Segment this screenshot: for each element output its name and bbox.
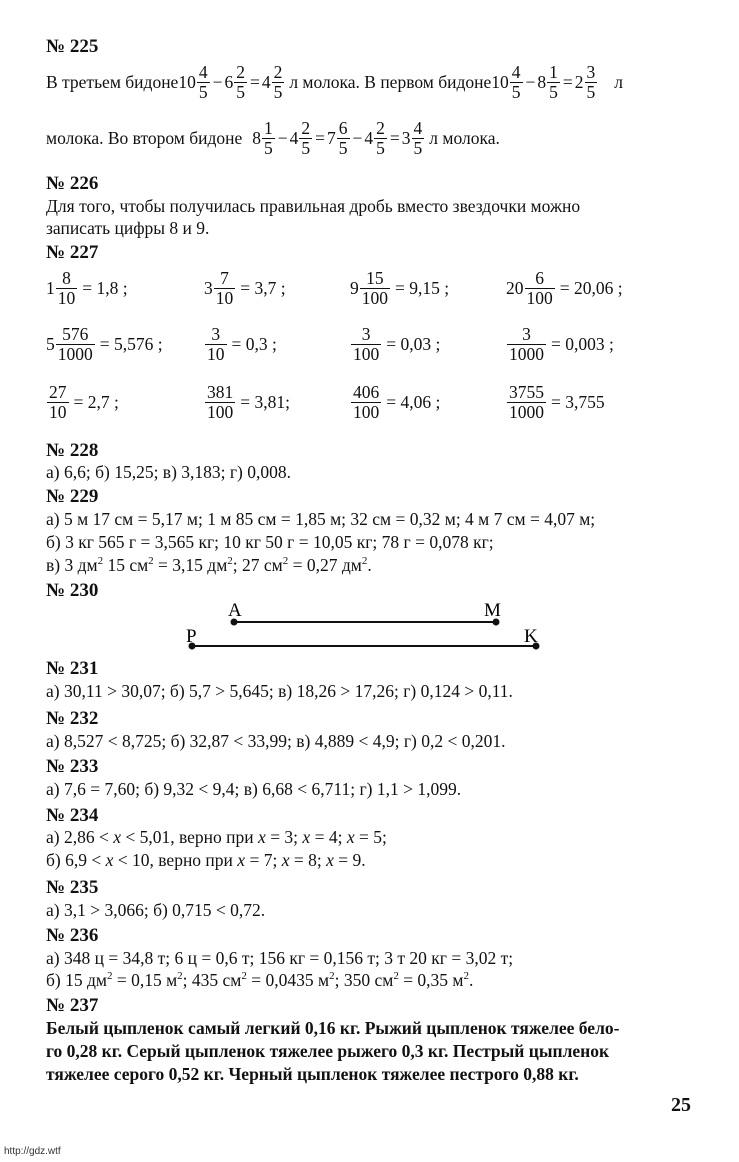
mixed-number	[491, 64, 523, 101]
fraction	[507, 384, 546, 421]
whole-part: 8	[252, 128, 262, 148]
fraction	[56, 270, 78, 307]
fraction-conversion	[350, 270, 449, 307]
text: В третьем бидоне	[46, 72, 179, 92]
problem-234-title: № 234	[46, 805, 99, 826]
variable: x	[281, 850, 290, 870]
text: а) 2,86 <	[46, 827, 114, 847]
text: л	[614, 72, 623, 92]
problem-228-line-1: а) 6,6; б) 15,25; в) 3,183; г) 0,008.	[46, 462, 292, 482]
numerator: 3	[211, 324, 221, 344]
problem-225-line-1	[46, 64, 623, 101]
superscript: 2	[148, 555, 154, 568]
text: = 7;	[245, 850, 282, 870]
fraction-conversion	[46, 270, 128, 307]
text: < 5,01, верно при	[121, 827, 259, 847]
text: = 4;	[310, 827, 347, 847]
fraction	[507, 326, 546, 363]
operator: =	[315, 128, 326, 148]
problem-233-title: № 233	[46, 756, 99, 777]
fraction-conversion	[506, 326, 614, 363]
mixed-number	[506, 270, 556, 307]
mixed-number	[204, 270, 236, 307]
whole-part: 1	[46, 278, 55, 298]
decimal-result: = 3,7 ;	[240, 278, 286, 298]
whole-part: 4	[261, 72, 271, 92]
numerator: 3	[361, 324, 371, 344]
denominator: 10	[207, 343, 225, 364]
problem-236-title: № 236	[46, 925, 99, 946]
fraction-conversion	[46, 326, 163, 363]
denominator: 10	[49, 401, 67, 422]
fraction-conversion	[506, 270, 623, 307]
fraction	[510, 64, 523, 101]
text: = 8;	[289, 850, 327, 870]
fraction	[214, 270, 236, 307]
problem-230-title: № 230	[46, 580, 99, 601]
mixed-number	[224, 64, 248, 101]
variable: x	[326, 850, 334, 870]
label-m: M	[484, 600, 501, 621]
mixed-number	[350, 384, 382, 421]
fraction-conversion	[350, 384, 440, 421]
superscript: 2	[463, 970, 470, 983]
problem-226-line-2: записать цифры 8 и 9.	[46, 218, 210, 238]
mixed-number	[178, 64, 210, 101]
numerator: 1	[549, 62, 558, 82]
label-p: P	[186, 626, 197, 647]
superscript: 2	[97, 555, 104, 568]
mixed-number	[537, 64, 561, 101]
footer-url[interactable]: http://gdz.wtf	[4, 1146, 61, 1157]
fraction	[234, 64, 247, 101]
mixed-number	[402, 120, 426, 157]
text: = 0,27 дм	[288, 555, 362, 575]
mixed-number	[46, 270, 78, 307]
numerator: 2	[273, 62, 283, 82]
decimal-result: = 0,03 ;	[386, 334, 441, 354]
fraction	[374, 120, 387, 157]
text: = 5;	[354, 827, 387, 847]
decimal-result: = 2,7 ;	[73, 392, 119, 412]
whole-part: 6	[224, 72, 234, 92]
whole-part: 10	[491, 72, 509, 92]
denominator: 1000	[509, 401, 544, 422]
problem-225-line-2	[46, 120, 500, 157]
text: .	[367, 555, 372, 575]
fraction	[262, 120, 275, 157]
mixed-number	[350, 326, 382, 363]
whole-part: 3	[401, 128, 411, 148]
denominator: 5	[198, 81, 208, 102]
problem-232-line-1: а) 8,527 < 8,725; б) 32,87 < 33,99; в) 4,889 < 4,9; г) 0,2 < 0,201.	[46, 731, 506, 751]
fraction	[360, 270, 390, 307]
whole-part: 5	[46, 334, 55, 354]
text: = 9.	[333, 850, 366, 870]
whole-part: 9	[350, 278, 359, 298]
mixed-number	[46, 384, 70, 421]
whole-part: 2	[574, 72, 584, 92]
problem-231-line-1: а) 30,11 > 30,07; б) 5,7 > 5,645; в) 18,26 > 17,26; г) 0,124 > 0,11.	[46, 681, 513, 701]
superscript: 2	[241, 970, 247, 983]
problem-225-title: № 225	[46, 36, 99, 57]
denominator: 5	[413, 137, 423, 158]
numerator: 7	[220, 268, 229, 288]
whole-part: 10	[178, 72, 196, 92]
text: молока. Во втором бидоне	[46, 128, 243, 148]
denominator: 5	[376, 137, 385, 158]
mixed-number	[506, 384, 547, 421]
text: ; 350 см	[334, 970, 394, 990]
fraction	[299, 120, 312, 157]
text: б) 6,9 <	[46, 850, 106, 870]
fraction	[337, 120, 350, 157]
decimal-result: = 3,81;	[240, 392, 290, 412]
problem-229-title: № 229	[46, 486, 99, 507]
decimal-result: = 5,576 ;	[99, 334, 163, 354]
variable: x	[346, 827, 355, 847]
denominator: 100	[353, 401, 380, 422]
numerator: 3	[522, 324, 531, 344]
denominator: 100	[361, 287, 388, 308]
fraction	[197, 64, 210, 101]
problem-231-title: № 231	[46, 658, 99, 679]
whole-part: 7	[327, 128, 336, 148]
denominator: 5	[273, 81, 283, 102]
problem-235-line-1: а) 3,1 > 3,066; б) 0,715 < 0,72.	[46, 900, 266, 920]
expression	[491, 64, 598, 101]
numerator: 406	[353, 382, 380, 402]
decimal-result: = 9,15 ;	[395, 278, 450, 298]
problem-226-line-1: Для того, чтобы получилась правильная дробь вместо звездочки можно	[46, 196, 581, 216]
segments-diagram	[180, 596, 560, 658]
superscript: 2	[393, 970, 399, 983]
numerator: 4	[413, 118, 423, 138]
fraction	[585, 64, 598, 101]
superscript: 2	[329, 970, 335, 983]
operator: =	[562, 72, 573, 92]
variable: x	[113, 827, 121, 847]
numerator: 4	[198, 62, 208, 82]
whole-part: 4	[364, 128, 374, 148]
problem-234-line-1	[46, 827, 387, 848]
variable: x	[237, 850, 246, 870]
variable: x	[258, 827, 266, 847]
variable: x	[302, 827, 311, 847]
operator: −	[352, 128, 363, 148]
decimal-result: = 4,06 ;	[386, 392, 441, 412]
text: в) 3 дм	[46, 555, 98, 575]
numerator: 27	[49, 382, 67, 402]
denominator: 100	[526, 287, 553, 308]
text: = 3;	[265, 827, 303, 847]
whole-part: 8	[537, 72, 547, 92]
text: .	[469, 970, 474, 990]
text: ; 435 см	[182, 970, 242, 990]
problem-229-line-3	[46, 555, 372, 576]
numerator: 381	[207, 382, 234, 402]
whole-part: 20	[506, 278, 524, 298]
numerator: 6	[535, 268, 544, 288]
problem-235-title: № 235	[46, 877, 99, 898]
text: л молока.	[429, 128, 500, 148]
whole-part: 4	[289, 128, 299, 148]
numerator: 2	[301, 118, 311, 138]
denominator: 5	[511, 81, 521, 102]
denominator: 10	[215, 287, 234, 308]
fraction	[547, 64, 560, 101]
fraction	[351, 384, 381, 421]
numerator: 576	[62, 324, 89, 344]
mixed-number	[204, 326, 228, 363]
decimal-result: = 0,3 ;	[231, 334, 277, 354]
mixed-number	[506, 326, 547, 363]
operator: −	[525, 72, 536, 92]
fraction-conversion	[204, 270, 286, 307]
text: л молока. В первом бидоне	[289, 72, 492, 92]
text: = 0,0435 м	[246, 970, 330, 990]
operator: −	[277, 128, 288, 148]
mixed-number	[350, 270, 391, 307]
fraction	[272, 64, 285, 101]
fraction	[56, 326, 95, 363]
problem-232-title: № 232	[46, 708, 99, 729]
problem-237-line-1: Белый цыпленок самый легкий 0,16 кг. Рыжий цыпленок тяжелее бело-	[46, 1018, 620, 1038]
mixed-number	[327, 120, 351, 157]
mixed-number	[46, 326, 96, 363]
problem-228-title: № 228	[46, 440, 99, 461]
text: = 0,35 м	[398, 970, 464, 990]
text: б) 15 дм	[46, 970, 107, 990]
whole-part: 3	[204, 278, 213, 298]
mixed-number	[364, 120, 388, 157]
problem-236-line-1: а) 348 ц = 34,8 т; 6 ц = 0,6 т; 156 кг = 0,156 т; 3 т 20 кг = 3,02 т;	[46, 948, 514, 968]
problem-229-line-2: б) 3 кг 565 г = 3,565 кг; 10 кг 50 г = 10,05 кг; 78 г = 0,078 кг;	[46, 532, 494, 552]
page-number: 25	[671, 1094, 691, 1116]
problem-237-title: № 237	[46, 995, 99, 1016]
mixed-number	[262, 64, 286, 101]
fraction-conversion	[506, 384, 605, 421]
superscript: 2	[282, 555, 289, 568]
superscript: 2	[106, 970, 113, 983]
expression	[178, 64, 285, 101]
fraction	[205, 326, 227, 363]
superscript: 2	[177, 970, 183, 983]
denominator: 5	[338, 137, 348, 158]
denominator: 5	[236, 81, 245, 102]
problem-233-line-1: а) 7,6 = 7,60; б) 9,32 < 9,4; в) 6,68 < 6,711; г) 1,1 > 1,099.	[46, 779, 462, 799]
numerator: 8	[62, 268, 71, 288]
operator: =	[249, 72, 260, 92]
numerator: 2	[236, 62, 245, 82]
text: < 10, верно при	[113, 850, 238, 870]
label-a: A	[228, 600, 242, 621]
mixed-number	[252, 120, 276, 157]
text: ; 27 см	[232, 555, 283, 575]
fraction	[525, 270, 555, 307]
fraction-conversion	[204, 326, 277, 363]
numerator: 1	[264, 118, 273, 138]
fraction-conversion	[350, 326, 440, 363]
denominator: 100	[353, 343, 380, 364]
denominator: 1000	[509, 343, 544, 364]
denominator: 5	[264, 137, 273, 158]
denominator: 100	[207, 401, 234, 422]
denominator: 5	[549, 81, 558, 102]
label-k: K	[524, 626, 538, 647]
problem-226-title: № 226	[46, 173, 99, 194]
fraction	[47, 384, 69, 421]
fraction	[351, 326, 381, 363]
problem-237-line-2: го 0,28 кг. Серый цыпленок тяжелее рыжего 0,3 кг. Пестрый цыпленок	[46, 1041, 610, 1061]
denominator: 10	[57, 287, 76, 308]
text: 15 см	[103, 555, 149, 575]
numerator: 3	[586, 62, 596, 82]
decimal-result: = 3,755	[551, 392, 605, 412]
problem-237-line-3: тяжелее серого 0,52 кг. Черный цыпленок тяжелее пестрого 0,88 кг.	[46, 1064, 579, 1084]
problem-229-line-1: а) 5 м 17 см = 5,17 м; 1 м 85 см = 1,85 м; 32 см = 0,32 м; 4 м 7 см = 4,07 м;	[46, 509, 596, 529]
text: = 0,15 м	[112, 970, 178, 990]
expression	[252, 120, 425, 157]
decimal-result: = 0,003 ;	[551, 334, 614, 354]
numerator: 6	[338, 118, 348, 138]
denominator: 5	[586, 81, 596, 102]
numerator: 4	[511, 62, 521, 82]
numerator: 3755	[509, 382, 544, 402]
denominator: 5	[301, 137, 311, 158]
variable: x	[105, 850, 114, 870]
decimal-result: = 20,06 ;	[559, 278, 623, 298]
operator: −	[212, 72, 223, 92]
superscript: 2	[227, 555, 233, 568]
numerator: 2	[376, 118, 385, 138]
denominator: 1000	[57, 343, 93, 364]
operator: =	[389, 128, 400, 148]
mixed-number	[290, 120, 314, 157]
text: = 3,15 дм	[153, 555, 228, 575]
mixed-number	[204, 384, 236, 421]
fraction-conversion	[204, 384, 290, 421]
fraction-conversion	[46, 384, 119, 421]
decimal-result: = 1,8 ;	[82, 278, 128, 298]
fraction	[412, 120, 425, 157]
numerator: 15	[366, 268, 384, 288]
superscript: 2	[361, 555, 368, 568]
problem-234-line-2	[46, 850, 366, 871]
fraction	[205, 384, 235, 421]
problem-227-title: № 227	[46, 242, 99, 263]
problem-236-line-2	[46, 970, 473, 991]
mixed-number	[575, 64, 599, 101]
